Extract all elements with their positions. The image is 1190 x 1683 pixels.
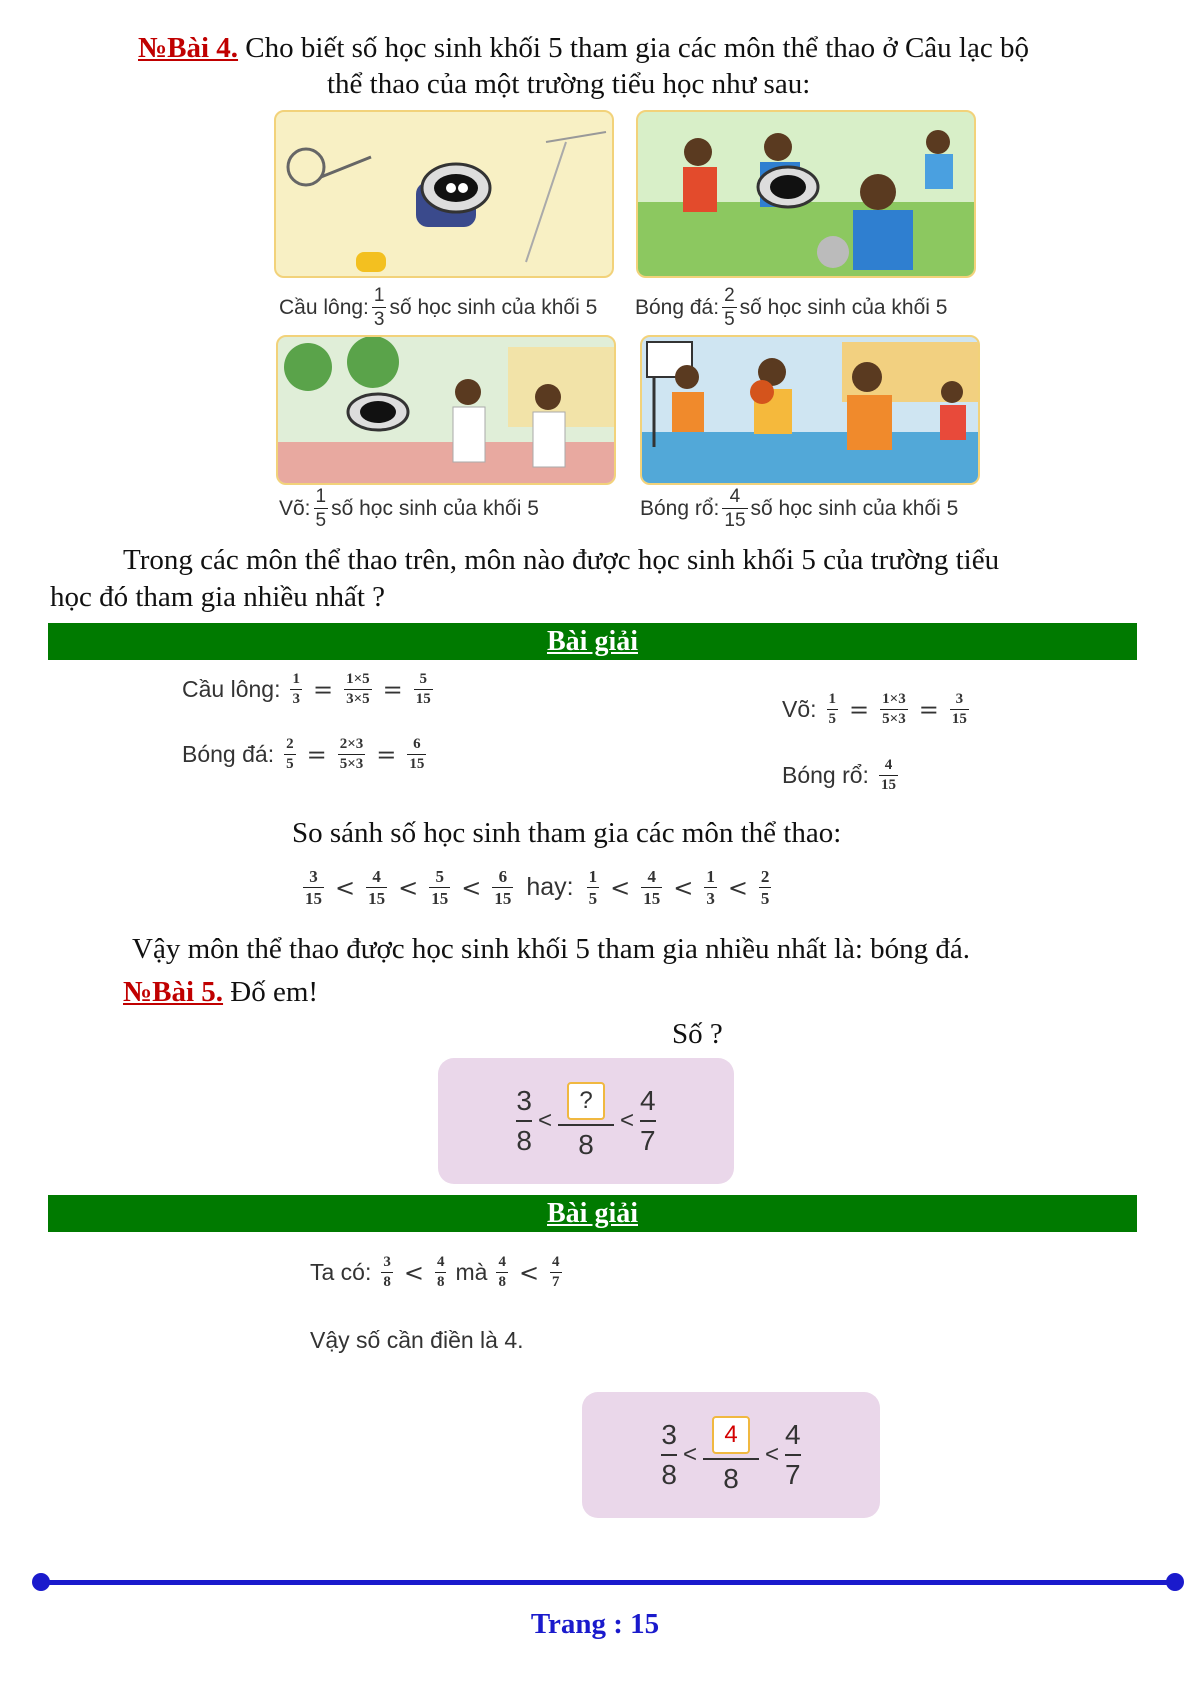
less-than: < <box>682 1441 697 1468</box>
caption-fraction <box>722 286 737 329</box>
bai4-conclusion: Vậy môn thể thao được học sinh khối 5 tham gia nhiều nhất là: bóng đá. <box>132 933 971 965</box>
frac-den: 3 <box>373 309 385 330</box>
frac-num: 2 <box>724 285 735 306</box>
basketball-picture <box>640 335 980 485</box>
solution-label: Bóng rổ: <box>782 762 869 788</box>
solution-header-bar <box>48 623 1137 660</box>
solution-bong-ro: Bóng rổ: $\frac{4}{15}$ <box>782 757 896 793</box>
solution-vo: Võ: $\frac{1}{5}$ = $\frac{1\times 3}{5\times 3}$ = $\frac{3}{15}$ <box>782 691 967 727</box>
footer-dot-left <box>32 1573 50 1591</box>
caption-suffix: số học sinh của khối 5 <box>750 496 959 520</box>
caption-sport-name: Cầu lông: <box>279 295 369 319</box>
caption-fraction <box>722 487 747 530</box>
bai5-text: Đố em! <box>223 976 319 1008</box>
answer-left-fraction: $\frac{3}{8}$ <box>661 1419 677 1490</box>
caption-suffix: số học sinh của khối 5 <box>389 295 598 319</box>
ta-co-line: Ta có: $\frac{3}{8}$ < $\frac{4}{8}$ mà $\frac{4}{8}$ < $\frac{4}{7}$ <box>310 1254 560 1290</box>
bai5-conclusion: Vậy số cần điền là 4. <box>310 1327 524 1353</box>
frac-num: 1 <box>373 285 385 306</box>
page-number: Trang : 15 <box>530 1608 660 1640</box>
solution-label: Võ: <box>782 696 817 722</box>
footer-divider <box>40 1580 1175 1585</box>
caption-suffix: số học sinh của khối 5 <box>739 295 948 319</box>
answer-filled-box: 4 <box>712 1416 750 1454</box>
frac-den: 15 <box>724 510 746 531</box>
caption-cau-long <box>279 286 597 329</box>
answer-mid-fraction: $\frac{4}{8}$ <box>703 1416 759 1495</box>
frac-num: 1 <box>315 486 327 507</box>
question-line1: Trong các môn thể thao trên, môn nào được học sinh khối 5 của trường tiểu <box>123 544 1000 576</box>
answer-input-box[interactable]: ? <box>567 1082 605 1120</box>
puzzle-right-fraction: $\frac{4}{7}$ <box>640 1085 656 1156</box>
answer-box <box>582 1392 880 1518</box>
less-than: < <box>537 1107 552 1134</box>
so-question: Số ? <box>672 1018 723 1050</box>
caption-sport-name: Bóng đá: <box>635 295 720 319</box>
bai4-heading-line1 <box>138 30 1138 66</box>
caption-bong-da <box>635 286 947 329</box>
frac-num: 4 <box>729 486 741 507</box>
hay-text: hay: <box>526 873 574 901</box>
caption-fraction <box>372 286 387 329</box>
caption-sport-name: Võ: <box>279 496 311 520</box>
martial-arts-picture <box>276 335 616 485</box>
solution-label: Cầu lông: <box>182 676 281 702</box>
bai4-text-line2: thể thao của một trường tiểu học như sau: <box>327 68 811 100</box>
caption-fraction <box>314 487 329 530</box>
caption-bong-ro <box>640 487 958 530</box>
bai5-heading <box>123 974 318 1010</box>
solution-header-label: Bài giải <box>546 1197 638 1229</box>
solution-cau-long: Cầu lông: $\frac{1}{3}$ = $\frac{1\times 5}{3\times 5}$ = $\frac{5}{15}$ <box>182 671 431 707</box>
ma-text: mà <box>455 1259 488 1285</box>
bai4-label: №Bài 4. <box>138 32 239 64</box>
bai5-label: №Bài 5. <box>123 976 224 1008</box>
puzzle-mid-fraction: $\frac{?}{8}$ <box>558 1082 614 1161</box>
bai4-text-line1: Cho biết số học sinh khối 5 tham gia các môn thể thao ở Câu lạc bộ <box>238 32 1029 64</box>
caption-vo <box>279 487 539 530</box>
less-than: < <box>765 1441 780 1468</box>
football-picture <box>636 110 976 278</box>
frac-den: 5 <box>724 309 735 330</box>
puzzle-left-fraction: $\frac{3}{8}$ <box>516 1085 532 1156</box>
compare-order: $\frac{3}{15}$ < $\frac{4}{15}$ < $\frac{5}{15}$ < $\frac{6}{15}$ hay: $\frac{1}{5}$ < $\frac{4}{15}$ < $\frac{1}{3}$ < $\frac{2}{5}$ <box>305 867 770 908</box>
caption-sport-name: Bóng rổ: <box>640 496 720 520</box>
caption-suffix: số học sinh của khối 5 <box>331 496 539 520</box>
solution-header-label: Bài giải <box>546 625 638 657</box>
solution-header-bar-2 <box>48 1195 1137 1232</box>
less-than: < <box>620 1107 635 1134</box>
frac-den: 5 <box>315 510 327 531</box>
puzzle-box <box>438 1058 734 1184</box>
compare-title: So sánh số học sinh tham gia các môn thể thao: <box>292 817 842 849</box>
solution-bong-da: Bóng đá: $\frac{2}{5}$ = $\frac{2\times 3}{5\times 3}$ = $\frac{6}{15}$ <box>182 736 425 772</box>
question-line2: học đó tham gia nhiều nhất ? <box>50 581 386 613</box>
answer-right-fraction: $\frac{4}{7}$ <box>785 1419 801 1490</box>
solution-label: Bóng đá: <box>182 741 275 767</box>
badminton-picture <box>274 110 614 278</box>
ta-co-label: Ta có: <box>310 1259 372 1285</box>
footer-dot-right <box>1166 1573 1184 1591</box>
